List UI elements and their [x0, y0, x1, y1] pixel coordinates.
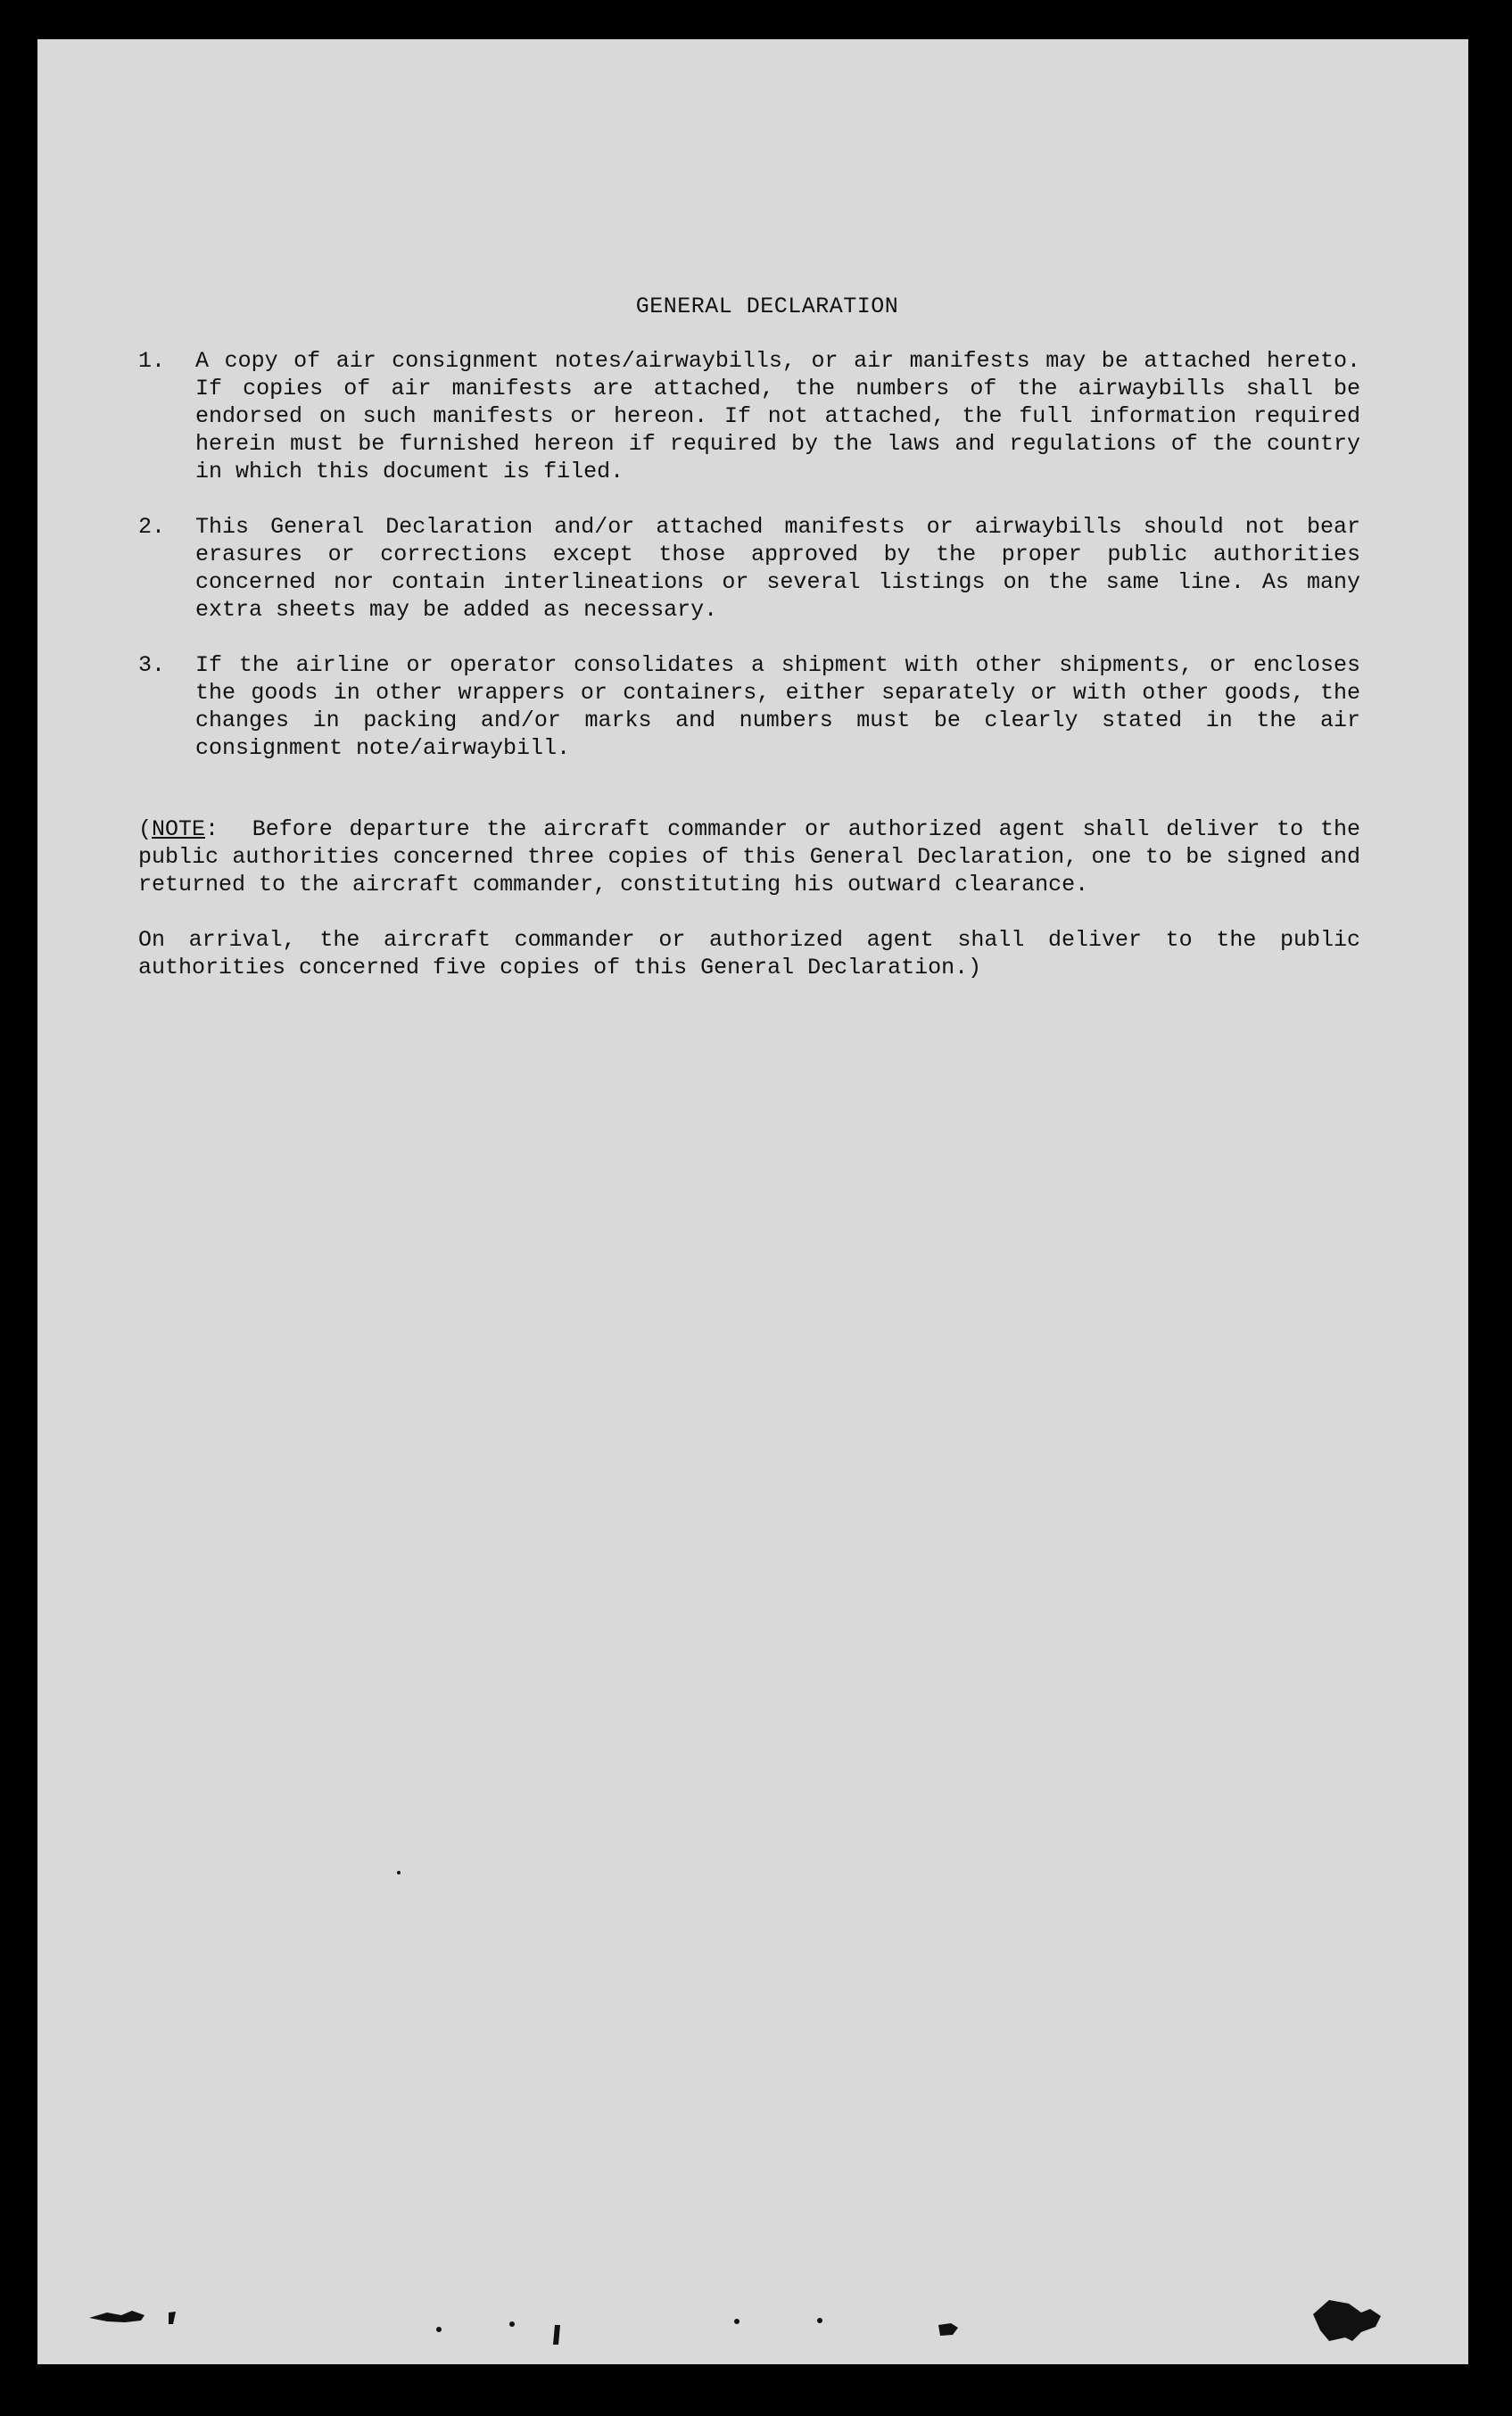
speck — [509, 2321, 515, 2327]
arrival-paragraph: On arrival, the aircraft commander or authorized agent shall deliver to the public authorities concerned five copies of this General Declaration.) — [138, 927, 1360, 980]
list-item-text: If the airline or operator consolidates a shipment with other shipments, or encloses the goods in other wrappers or containers, either separately or with other goods, the changes in packing and/or marks and numbers must be clearly stated in the air consignment note/airwaybill. — [195, 652, 1360, 761]
document-page — [37, 39, 1468, 2364]
speck — [397, 1871, 401, 1874]
ink-blot-left — [89, 2311, 145, 2322]
note-colon: : — [205, 816, 219, 842]
ink-mark-left-small — [169, 2312, 176, 2324]
list-item-number: 3. — [138, 652, 166, 678]
ink-mark-center — [553, 2325, 560, 2345]
note-text: Before departure the aircraft commander or authorized agent shall deliver to the public authorities concerned three copies of this General Declaration, one to be signed and returned to the aircraft commander, constituting his outward clearance. — [138, 816, 1360, 898]
note-open-paren: ( — [138, 816, 153, 842]
list-item — [138, 651, 1360, 762]
speck — [436, 2327, 442, 2332]
speck — [817, 2318, 822, 2323]
note-paragraph — [138, 815, 1360, 898]
page-title: GENERAL DECLARATION — [635, 294, 899, 319]
list-item — [138, 513, 1360, 624]
list-item-number: 2. — [138, 514, 166, 540]
speck — [734, 2319, 739, 2324]
list-item-text: This General Declaration and/or attached manifests or airwaybills should not bear erasures or corrections except those approved by the proper public authorities concerned nor contain interlineations or several listings on the same line. As many extra sheets may be added as necessary. — [195, 514, 1360, 623]
list-item — [138, 347, 1360, 485]
ink-blot-right — [1313, 2300, 1381, 2341]
ink-mark-right-center — [938, 2323, 958, 2336]
list-item-number: 1. — [138, 348, 166, 374]
note-label: NOTE — [152, 816, 206, 842]
declaration-text — [138, 293, 1360, 981]
list-item-text: A copy of air consignment notes/airwaybills, or air manifests may be attached hereto. If copies of air manifests are attached, the numbers of the airwaybills shall be endorsed on such manifests or hereon. If not attached, the full information required herein must be furnished hereon if required by the laws and regulations of the country in which this document is filed. — [195, 348, 1360, 484]
